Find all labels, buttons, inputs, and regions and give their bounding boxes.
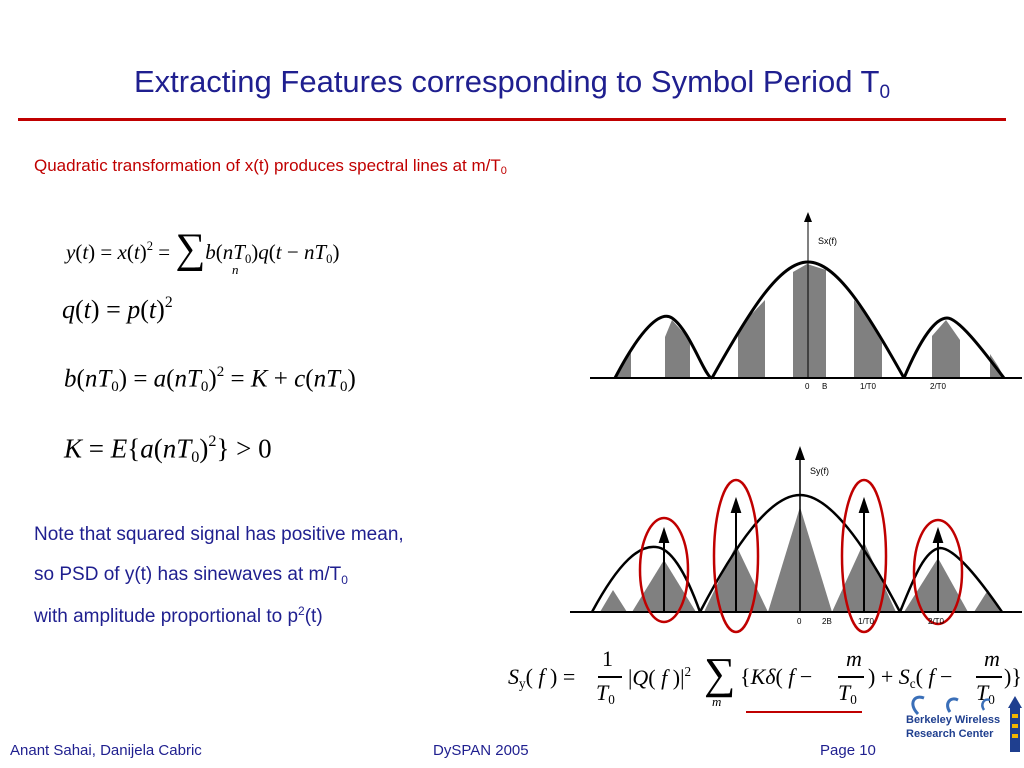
top-tick-b: B <box>822 382 828 391</box>
slide-subtitle-text: Quadratic transformation of x(t) produces spectral lines at m/T <box>34 156 501 175</box>
top-tick-1-t0: 1/T0 <box>860 382 877 391</box>
equation-b-definition: $b(nT_0) = a(nT_0)^2 = K + c(nT_0)$ <box>64 364 356 395</box>
note-line-3-superscript: 2 <box>298 604 305 618</box>
bottom-tick-1-t0: 1/T0 <box>858 617 875 626</box>
bottom-plot-label: Sy(f) <box>810 466 829 476</box>
top-tick-0: 0 <box>805 382 810 391</box>
psd-underline <box>746 711 862 713</box>
equation-q-definition: $q(t) = p(t)^2$ <box>62 294 173 324</box>
note-line-1: Note that squared signal has positive mean, <box>34 524 404 545</box>
footer-authors: Anant Sahai, Danijela Cabric <box>10 742 202 759</box>
equation-k-definition: $K = E\{a(nT_0)^2\} > 0$ <box>64 432 272 467</box>
logo-line-1: Berkeley Wireless <box>906 714 1001 726</box>
logo-line-2: Research Center <box>906 728 994 740</box>
note-line-2-text: so PSD of y(t) has sinewaves at m/T <box>34 564 342 585</box>
slide-title-subscript: 0 <box>879 82 891 103</box>
note-line-3-text: with amplitude proportional to p <box>34 606 299 627</box>
slide-subtitle-subscript: 0 <box>500 165 507 177</box>
note-line-3-suffix: (t) <box>304 606 323 627</box>
bottom-tick-0: 0 <box>797 617 802 626</box>
slide-title-text: Extracting Features corresponding to Symbol Period T <box>133 64 880 99</box>
footer-page-number: Page 10 <box>820 742 876 759</box>
top-plot-label: Sx(f) <box>818 236 837 246</box>
bottom-tick-2b: 2B <box>822 617 832 626</box>
top-tick-2-t0: 2/T0 <box>930 382 947 391</box>
bottom-tick-2-t0: 2/T0 <box>928 617 945 626</box>
equation-y-definition: $y(t) = x(t)^2 = \sum b(nT_0)q(t - nT_0)$ n <box>66 226 340 277</box>
bwrc-logo-text <box>906 713 1000 741</box>
note-line-2-subscript: 0 <box>341 573 348 587</box>
footer-event: DySPAN 2005 <box>433 742 529 759</box>
